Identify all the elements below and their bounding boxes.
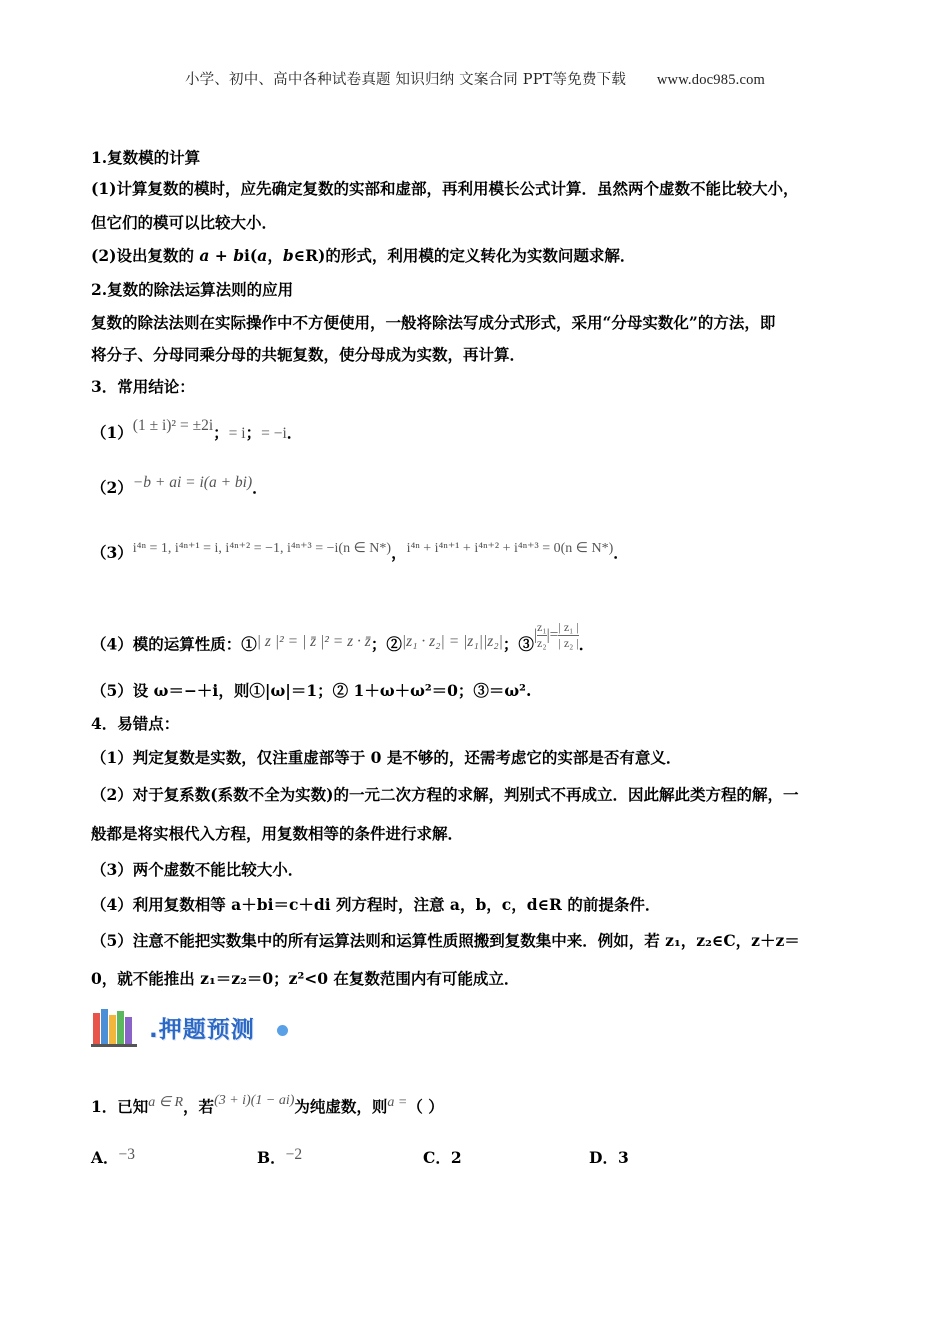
option-d[interactable]: D．3 (589, 1148, 629, 1167)
error-point-5a: （5）注意不能把实数集中的所有运算法则和运算性质照搬到复数集中来．例如，若 z₁，z₂∈C，z＋z＝ (91, 931, 800, 950)
section-1-para-1b: 但它们的模可以比较大小． (91, 213, 278, 232)
error-point-2b: 般都是将实根代入方程，用复数相等的条件进行求解． (91, 824, 464, 843)
error-point-2a: （2）对于复系数(系数不全为实数)的一元二次方程的求解，判别式不再成立．因此解此类方程的解，一 (91, 785, 799, 804)
modulus-quotient-formula: | $\frac{\text{z₁}}{\text{z₂}}$ |= $\frac{\text{| z₁ |}}{\text{| z₂ |}}$ (533, 620, 579, 650)
error-point-5b: 0，就不能推出 z₁＝z₂＝0；z²<0 在复数范围内有可能成立． (91, 969, 520, 988)
conclusion-4: （4）模的运算性质：①| z |² = | z̄ |² = z · z̄；②|z₁ · z₂| = |z₁||z₂|；③| $\frac{\text{z₁}}{\text{z₂}}$ |= $\frac{\text{| z₁ |}}{\text{| z₂ |}}$ ． (91, 620, 595, 654)
section-1-para-2: (2)设出复数的 a + bi(a，b∈R)的形式，利用模的定义转化为实数问题求解． (91, 246, 636, 265)
section-3-title: 3．常用结论： (91, 377, 195, 396)
section-4-title: 4．易错点： (91, 714, 180, 733)
option-b[interactable]: B．−2 (257, 1146, 303, 1167)
error-point-1: （1）判定复数是实数，仅注重虚部等于 0 是不够的，还需考虑它的实部是否有意义． (91, 748, 682, 767)
section-2-title: 2.复数的除法运算法则的应用 (91, 280, 294, 299)
option-c[interactable]: C．2 (423, 1148, 462, 1167)
banner-dot (277, 1025, 288, 1036)
error-point-4: （4）利用复数相等 a＋bi＝c＋di 列方程时，注意 a，b，c，d∈R 的前提条件． (91, 895, 661, 914)
conclusion-5: （5）设 ω＝−＋i，则①|ω|＝1；② 1＋ω＋ω²＝0；③＝ω². (91, 681, 532, 700)
header-url[interactable]: www.doc985.com (656, 72, 766, 88)
banner-title: .押题预测 (149, 1017, 255, 1043)
conclusion-3: （3）i⁴ⁿ = 1, i⁴ⁿ⁺¹ = i, i⁴ⁿ⁺² = −1, i⁴ⁿ⁺³ = −i(n ∈ N*)，i⁴ⁿ + i⁴ⁿ⁺¹ + i⁴ⁿ⁺² + i⁴ⁿ⁺³ = 0(n ∈ N*)． (91, 541, 629, 562)
conclusion-1: （1）(1 ± i)² = ±2i；= i；= −i． (91, 417, 303, 442)
section-1-para-1a: (1)计算复数的模时，应先确定复数的实部和虚部，再利用模长公式计算．虽然两个虚数不能比较大小， (91, 179, 799, 198)
section-2-para-a: 复数的除法法则在实际操作中不方便使用，一般将除法写成分式形式，采用“分母实数化”的方法，即 (91, 313, 776, 332)
section-1-title: 1.复数模的计算 (91, 148, 201, 167)
question-1: 1．已知a ∈ R，若(3 + i)(1 − ai)为纯虚数，则a =（ ） (91, 1093, 444, 1116)
error-point-3: （3）两个虚数不能比较大小． (91, 860, 304, 879)
option-a[interactable]: A．−3 (91, 1146, 136, 1167)
conclusion-2: （2）−b + ai = i(a + bi)． (91, 474, 268, 497)
header-text: 小学、初中、高中各种试卷真题 知识归纳 文案合同 PPT等免费下载 (184, 72, 627, 88)
section-2-para-b: 将分子、分母同乘分母的共轭复数，使分母成为实数，再计算． (91, 345, 526, 364)
page-header (0, 68, 950, 89)
books-icon (91, 1007, 145, 1047)
